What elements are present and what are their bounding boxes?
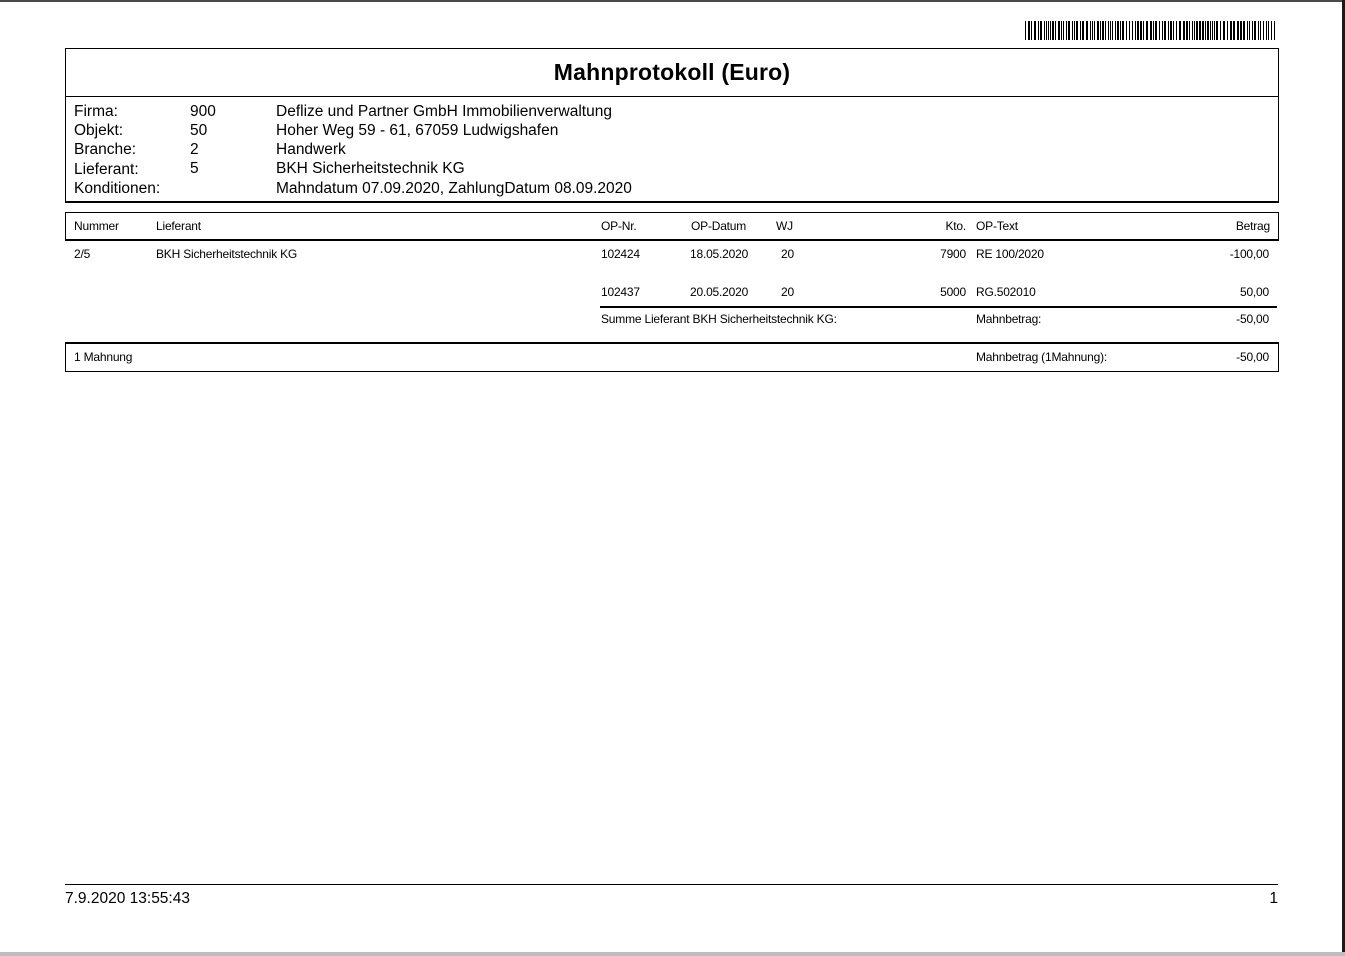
subtotal-mahnbetrag-value: -50,00 — [1236, 312, 1269, 326]
footer-divider — [65, 884, 1278, 885]
branche-value: Handwerk — [276, 141, 346, 158]
konditionen-label: Konditionen: — [74, 180, 161, 197]
branche-label: Branche: — [74, 141, 137, 158]
page-number: 1 — [1269, 890, 1278, 907]
column-header-op-datum: OP-Datum — [691, 219, 747, 233]
totals-box — [65, 342, 1279, 372]
column-header-op-nr: OP-Nr. — [601, 219, 637, 233]
column-header-op-text: OP-Text — [976, 219, 1018, 233]
row-op-text: RG.502010 — [976, 285, 1036, 299]
column-header-wj: WJ — [776, 219, 793, 233]
row-betrag: 50,00 — [1239, 285, 1269, 299]
column-header-betrag: Betrag — [1235, 219, 1270, 233]
row-kto: 7900 — [940, 247, 966, 261]
lieferant-label: Lieferant: — [74, 161, 139, 178]
firma-number: 900 — [190, 103, 216, 120]
objekt-label: Objekt: — [74, 122, 124, 139]
branche-number: 2 — [190, 141, 199, 158]
row-op-nr: 102424 — [601, 247, 640, 261]
row-wj: 20 — [781, 285, 794, 299]
group-lieferant: BKH Sicherheitstechnik KG — [156, 247, 298, 261]
table-header — [65, 212, 1279, 241]
report-title: Mahnprotokoll (Euro) — [66, 49, 1278, 97]
row-wj: 20 — [781, 247, 794, 261]
row-op-datum: 20.05.2020 — [690, 285, 749, 299]
firma-value: Deflize und Partner GmbH Immobilienverwaltung — [276, 103, 612, 120]
column-header-lieferant: Lieferant — [156, 219, 201, 233]
page-edge-top — [0, 0, 1345, 2]
lieferant-number: 5 — [190, 160, 199, 177]
objekt-number: 50 — [190, 122, 208, 139]
report-header-box — [65, 48, 1279, 203]
column-header-kto: Kto. — [945, 219, 966, 233]
subtotal-mahnbetrag-label: Mahnbetrag: — [976, 312, 1042, 326]
row-op-nr: 102437 — [601, 285, 640, 299]
row-betrag: -100,00 — [1229, 247, 1269, 261]
row-kto: 5000 — [940, 285, 966, 299]
barcode-image — [1025, 21, 1277, 40]
firma-label: Firma: — [74, 103, 118, 120]
totals-mahnbetrag-value: -50,00 — [1236, 350, 1269, 364]
print-timestamp: 7.9.2020 13:55:43 — [65, 890, 190, 907]
totals-count: 1 Mahnung — [74, 350, 133, 364]
lieferant-value: BKH Sicherheitstechnik KG — [276, 160, 465, 177]
objekt-value: Hoher Weg 59 - 61, 67059 Ludwigshafen — [276, 122, 559, 139]
group-nummer: 2/5 — [74, 247, 91, 261]
konditionen-value: Mahndatum 07.09.2020, ZahlungDatum 08.09.2020 — [276, 180, 632, 197]
subtotal-label: Summe Lieferant BKH Sicherheitstechnik KG: — [601, 312, 837, 326]
page-edge-bottom — [0, 952, 1345, 956]
row-op-text: RE 100/2020 — [976, 247, 1044, 261]
column-header-nummer: Nummer — [74, 219, 119, 233]
subtotal-divider — [600, 306, 1277, 308]
row-op-datum: 18.05.2020 — [690, 247, 749, 261]
totals-mahnbetrag-label: Mahnbetrag (1Mahnung): — [976, 350, 1108, 364]
